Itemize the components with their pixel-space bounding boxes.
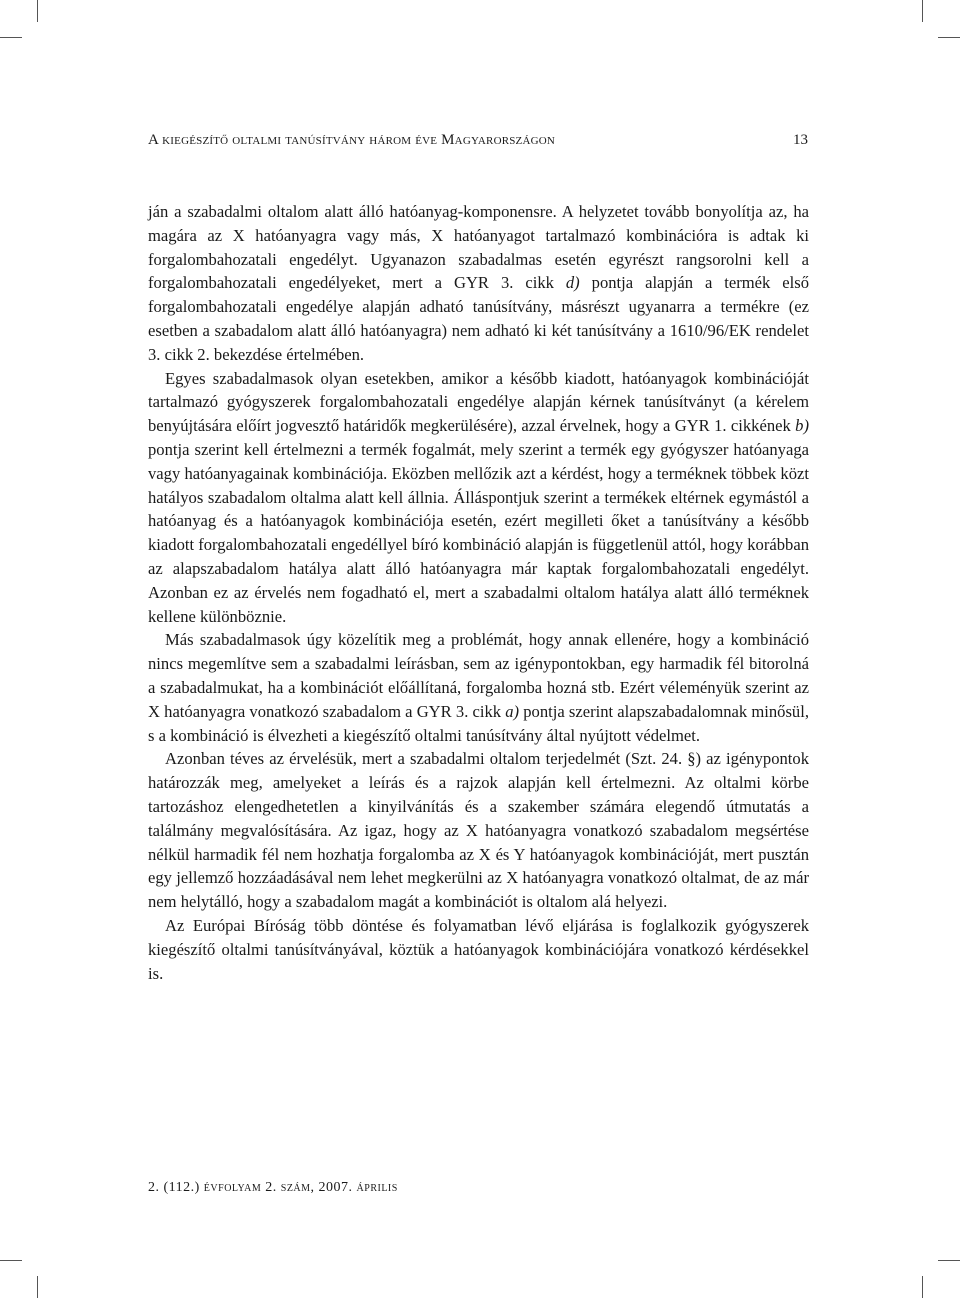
paragraph-text: Más szabadalmasok úgy közelítik meg a problémát, hogy annak ellenére, hogy a kombináció nincs megemlítve sem a szabadalmi leírásban, sem az igénypontokban, egy harmadik fél bitorolná a szabadalmukat, ha a kombinációt előállítaná, forgalomba hozná stb. Ezért véleményük szerint az X hatóanyagra vonatkozó szabadalom a GYR 3. cikk bbox=[148, 630, 809, 721]
footer-issue-info: 2. (112.) évfolyam 2. szám, 2007. április bbox=[148, 1180, 398, 1195]
page-number: 13 bbox=[793, 132, 808, 148]
paragraph bbox=[148, 367, 809, 629]
paragraph bbox=[148, 628, 809, 747]
paragraph-text: pontja alapján a termék első forgalombahozatali engedélye alapján adható tanúsítvány, másrészt ugyanarra a termékre (ez esetben a szabadalom alatt álló hatóanyagra) nem adható ki két tanúsítvány a 1610/96/EK rendelet 3. cikk 2. bekezdése értelmében. bbox=[148, 273, 810, 364]
paragraph-text: Egyes szabadalmasok olyan esetekben, amikor a később kiadott, hatóanyagok kombinációját tartalmazó gyógyszerek forgalombahozatali engedélye alapján kérnek tanúsítványt (a kérelem benyújtására előírt jogvesztő határidők megkerülésére), azzal érvelnek, hogy a GYR 1. cikkének bbox=[148, 368, 809, 436]
paragraph-text-italic: a) bbox=[505, 701, 520, 721]
article-body bbox=[148, 200, 809, 985]
crop-mark-top-right-horizontal bbox=[938, 37, 960, 38]
crop-mark-top-right-vertical bbox=[922, 0, 923, 22]
crop-mark-bottom-right-horizontal bbox=[938, 1260, 960, 1261]
crop-mark-bottom-left-horizontal bbox=[0, 1260, 22, 1261]
crop-mark-bottom-right-vertical bbox=[922, 1276, 923, 1298]
paragraph-text: ján a szabadalmi oltalom alatt álló hatóanyag-komponensre. A helyzetet tovább bonyolítja az, ha magára az X hatóanyagra vagy más, X hatóanyagot tartalmazó kombinációra is adtak ki forgalombahozatali engedélyt. Ugyanazon szabadalmas esetén egyrészt rangsorolni kell a forgalombahozatali engedélyeket, mert a GYR 3. cikk bbox=[148, 202, 809, 293]
paragraph-text: Azonban téves az érvelésük, mert a szabadalmi oltalom terjedelmét (Szt. 24. §) az igénypontok határozzák meg, amelyeket a leírás és a rajzok alapján kell értelmezni. Az oltalmi körbe tartozáshoz elengedhetetlen a kinyilvánítás és a szakember számára elegendő útmutatás a találmány megvalósítására. Az igaz, hogy az X hatóanyagra vonatkozó szabadalom megsértése nélkül harmadik fél nem hozhatja forgalomba az X és Y hatóanyagok kombinációját, mert pusztán egy jellemző hozzáadásával nem lehet megkerülni az X hatóanyagra vonatkozó oltalmat, de az már nem helytálló, hogy a szabadalom magát a kombinációt is oltalom alá helyezi. bbox=[148, 749, 809, 912]
crop-mark-bottom-left-vertical bbox=[37, 1276, 38, 1298]
paragraph-text-italic: b) bbox=[795, 416, 809, 436]
paragraph-text: pontja szerint kell értelmezni a termék fogalmát, mely szerint a termék egy gyógyszer hatóanyaga vagy hatóanyagainak kombinációja. Eközben mellőzik azt a kérdést, hogy a terméknek többek közt hatályos szabadalom oltalma alatt kell állnia. Álláspontjuk szerint a termékek eltérnek egymástól a hatóanyag és a hatóanyagok kombinációja esetén, ezért megilleti őket a tanúsítvány a később kiadott forgalombahozatali engedéllyel bíró kombináció alapján is függetlenül attól, hogy korábban az alapszabadalom hatálya alatt álló hatóanyagra már kaptak forgalombahozatali engedélyt. Azonban ez az érvelés nem fogadható el, mert a szabadalmi oltalom hatálya alatt álló terméknek kellene különböznie. bbox=[148, 439, 809, 626]
paragraph bbox=[148, 914, 809, 985]
paragraph bbox=[148, 200, 809, 367]
running-header-title: A kiegészítő oltalmi tanúsítvány három éve Magyarországon bbox=[148, 132, 556, 148]
paragraph bbox=[148, 747, 809, 914]
paragraph-text: Az Európai Bíróság több döntése és folyamatban lévő eljárása is foglalkozik gyógyszerek kiegészítő oltalmi tanúsítványával, köztük a hatóanyagok kombinációjára vonatkozó kérdésekkel is. bbox=[148, 915, 809, 983]
crop-mark-top-left-horizontal bbox=[0, 37, 22, 38]
paragraph-text-italic: d) bbox=[565, 273, 580, 293]
paragraph-text: pontja szerint alapszabadalomnak minősül, s a kombináció is élvezheti a kiegészítő oltalmi tanúsítvány által nyújtott védelmet. bbox=[148, 701, 809, 745]
crop-mark-top-left-vertical bbox=[37, 0, 38, 22]
